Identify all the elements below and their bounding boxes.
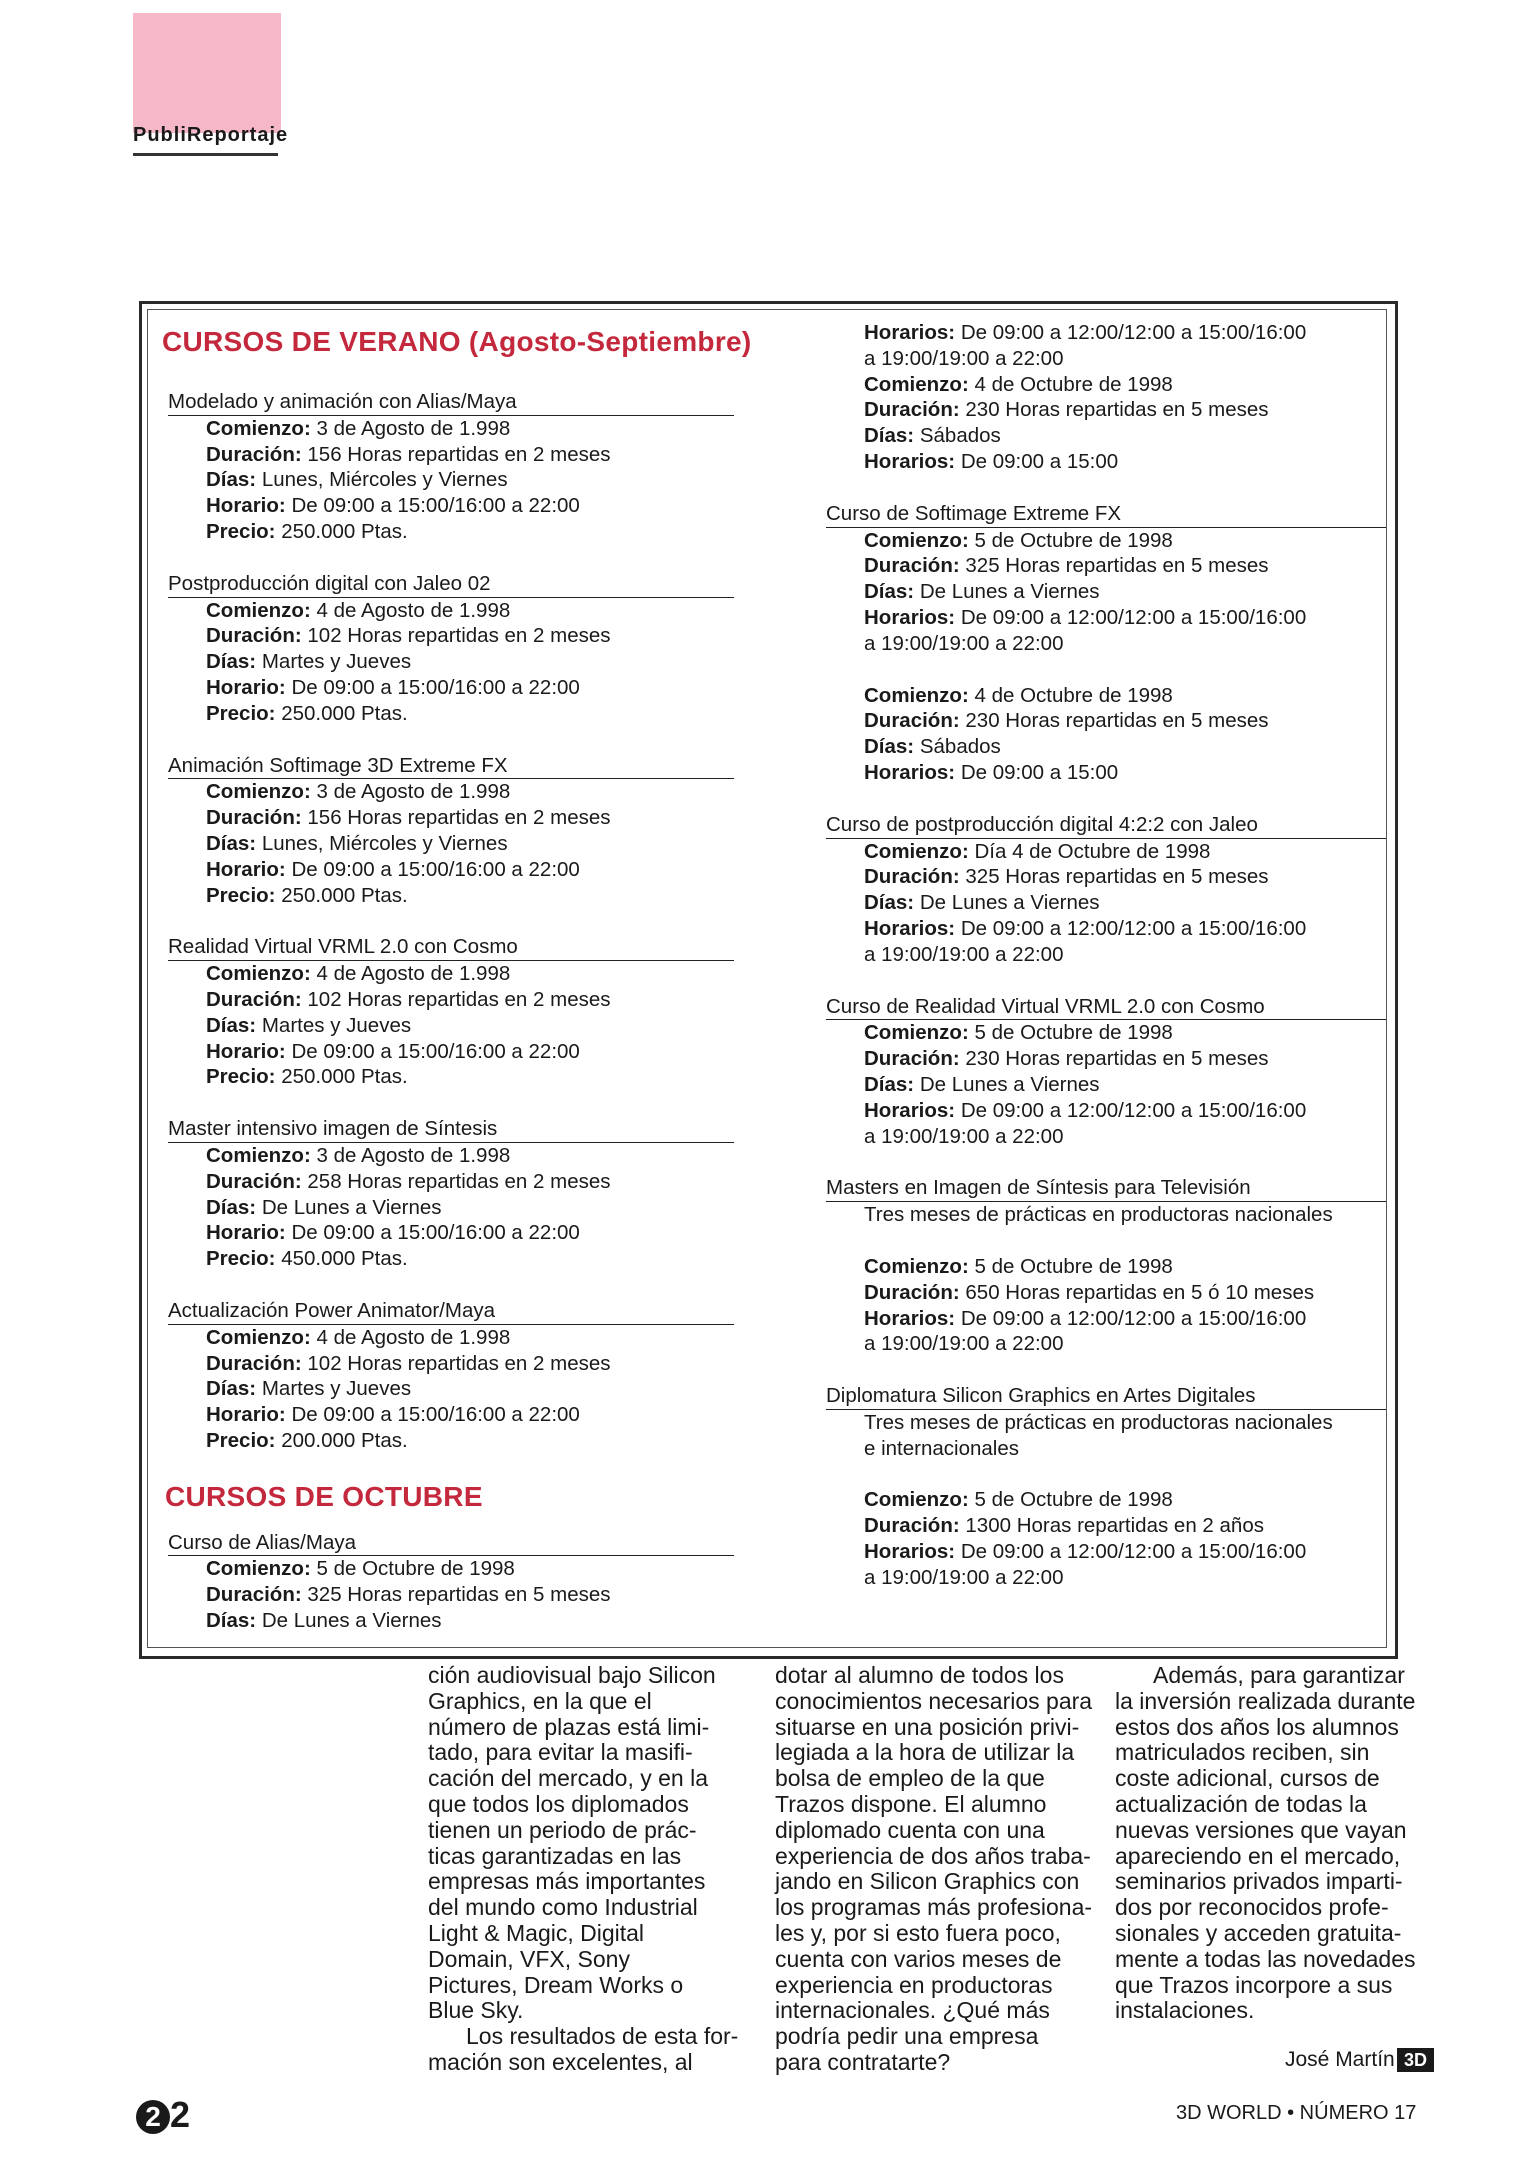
- article-line: diplomado cuenta con una: [775, 1816, 1045, 1843]
- course-comienzo: Comienzo: 4 de Agosto de 1.998: [206, 598, 511, 622]
- article-line: legiada a la hora de utilizar la: [775, 1739, 1075, 1766]
- verano-course: [168, 753, 758, 909]
- article-line: tienen un periodo de prác-: [428, 1816, 697, 1843]
- article-line: los programas más profesiona-: [775, 1894, 1093, 1921]
- page-number-rest: 2: [170, 2094, 191, 2135]
- article-column-3: [1115, 1663, 1445, 2024]
- course-title: Modelado y animación con Alias/Maya: [168, 389, 734, 416]
- verano-course: [168, 1116, 758, 1272]
- article-line: apareciendo en el mercado,: [1115, 1842, 1401, 1869]
- course-dias: Días: Lunes, Miércoles y Viernes: [206, 831, 508, 855]
- publication-footer: 3D WORLD • NÚMERO 17: [1176, 2102, 1417, 2124]
- course-duracion: Duración: 156 Horas repartidas en 2 meses: [206, 442, 611, 466]
- course-column-right: [826, 320, 1391, 1617]
- course-precio: Precio: 250.000 Ptas.: [206, 701, 408, 725]
- article-line: actualización de todas la: [1115, 1790, 1367, 1817]
- article-line: conocimientos necesarios para: [775, 1687, 1093, 1714]
- page-number: [136, 2094, 190, 2136]
- course-title: Curso de Realidad Virtual VRML 2.0 con Cosmo: [826, 994, 1386, 1021]
- section-tag: PubliReportaje: [133, 124, 289, 146]
- article-line: jando en Silicon Graphics con: [775, 1868, 1080, 1895]
- verano-course: [168, 1298, 758, 1454]
- article-line: tado, para evitar la masifi-: [428, 1739, 693, 1766]
- article-line: para contratarte?: [775, 2048, 951, 2075]
- article-line: Los resultados de esta for-: [466, 2023, 739, 2050]
- course-horario: Horario: De 09:00 a 15:00/16:00 a 22:00: [206, 1039, 580, 1063]
- course-alias-maya-continued: Horarios: De 09:00 a 12:00/12:00 a 15:00/16:00 a 19:00/19:00 a 22:00 Comienzo: 4 de Octubre de 1998 Duración: 230 Horas repartidas en 5 meses Días: Sábados Horarios: De 09:00 a 15:00: [864, 321, 1307, 473]
- article-line: Pictures, Dream Works o: [428, 1971, 684, 1998]
- article-line: que todos los diplomados: [428, 1790, 689, 1817]
- verano-course: [168, 389, 758, 545]
- course-precio: Precio: 450.000 Ptas.: [206, 1247, 408, 1271]
- article-line: instalaciones.: [1115, 1997, 1255, 2024]
- course-title: Masters en Imagen de Síntesis para Televisión: [826, 1175, 1386, 1202]
- article-line: cuenta con varios meses de: [775, 1945, 1062, 1972]
- article-line: cación del mercado, y en la: [428, 1765, 708, 1792]
- course-vrml-cosmo: Curso de Realidad Virtual VRML 2.0 con Cosmo Comienzo: 5 de Octubre de 1998 Duración: 230 Horas repartidas en 5 meses Días: De Lunes a Viernes Horarios: De 09:00 a 12:00/12:00 a 15:00/16:00 a 19:00/19:00 a 22:00: [826, 994, 1391, 1150]
- course-title: Postproducción digital con Jaleo 02: [168, 571, 734, 598]
- course-title: Curso de postproducción digital 4:2:2 con Jaleo: [826, 812, 1386, 839]
- article-line: les y, por si esto fuera poco,: [775, 1919, 1061, 1946]
- article-line: Light & Magic, Digital: [428, 1919, 645, 1946]
- article-line: estos dos años los alumnos: [1115, 1713, 1399, 1740]
- course-comienzo: Comienzo: 3 de Agosto de 1.998: [206, 416, 511, 440]
- article-line: podría pedir una empresa: [775, 2023, 1039, 2050]
- page-number-circle: 2: [136, 2100, 170, 2134]
- course-precio: Precio: 250.000 Ptas.: [206, 1065, 408, 1089]
- course-title: Master intensivo imagen de Síntesis: [168, 1116, 734, 1143]
- article-line: Graphics, en la que el: [428, 1687, 652, 1714]
- article-line: Domain, VFX, Sony: [428, 1945, 630, 1972]
- course-horario: Horario: De 09:00 a 15:00/16:00 a 22:00: [206, 857, 580, 881]
- article-line: matriculados reciben, sin: [1115, 1739, 1370, 1766]
- course-title: Curso de Softimage Extreme FX: [826, 501, 1386, 528]
- article-line: nuevas versiones que vayan: [1115, 1816, 1407, 1843]
- course-title: Animación Softimage 3D Extreme FX: [168, 753, 734, 780]
- course-horario: Horario: De 09:00 a 15:00/16:00 a 22:00: [206, 1403, 580, 1427]
- course-dias: Días: De Lunes a Viernes: [206, 1195, 442, 1219]
- article-line: Trazos dispone. El alumno: [775, 1790, 1047, 1817]
- article-line: mación son excelentes, al: [428, 2048, 693, 2075]
- course-dias: Días: Lunes, Miércoles y Viernes: [206, 468, 508, 492]
- article-line: experiencia en productoras: [775, 1971, 1053, 1998]
- course-precio: Precio: 200.000 Ptas.: [206, 1428, 408, 1452]
- article-line: la inversión realizada durante: [1115, 1687, 1416, 1714]
- course-duracion: Duración: 102 Horas repartidas en 2 meses: [206, 624, 611, 648]
- article-line: coste adicional, cursos de: [1115, 1765, 1380, 1792]
- course-title: Curso de Alias/Maya: [168, 1530, 734, 1557]
- course-alias-maya: Curso de Alias/Maya Comienzo: 5 de Octubre de 1998 Duración: 325 Horas repartidas en 5 meses Días: De Lunes a Viernes: [168, 1530, 758, 1634]
- course-duracion: Duración: 258 Horas repartidas en 2 meses: [206, 1169, 611, 1193]
- article-column-2: [775, 1663, 1105, 2076]
- course-dias: Días: Martes y Jueves: [206, 650, 412, 674]
- verano-course: [168, 934, 758, 1090]
- article-column-1: [428, 1663, 758, 2076]
- course-duracion: Duración: 102 Horas repartidas en 2 meses: [206, 987, 611, 1011]
- article-line: ción audiovisual bajo Silicon: [428, 1662, 716, 1688]
- article-line: situarse en una posición privi-: [775, 1713, 1080, 1740]
- article-line: mente a todas las novedades: [1115, 1945, 1416, 1972]
- course-duracion: Duración: 102 Horas repartidas en 2 meses: [206, 1351, 611, 1375]
- course-comienzo: Comienzo: 4 de Agosto de 1.998: [206, 1325, 511, 1349]
- course-horario: Horario: De 09:00 a 15:00/16:00 a 22:00: [206, 1221, 580, 1245]
- course-precio: Precio: 250.000 Ptas.: [206, 883, 408, 907]
- article-line: del mundo como Industrial: [428, 1894, 698, 1921]
- course-duracion: Duración: 156 Horas repartidas en 2 meses: [206, 806, 611, 830]
- course-horario: Horario: De 09:00 a 15:00/16:00 a 22:00: [206, 675, 580, 699]
- article-line: empresas más importantes: [428, 1868, 706, 1895]
- article-line: ticas garantizadas en las: [428, 1842, 682, 1869]
- course-title: Actualización Power Animator/Maya: [168, 1298, 734, 1325]
- course-comienzo: Comienzo: 3 de Agosto de 1.998: [206, 780, 511, 804]
- course-comienzo: Comienzo: 3 de Agosto de 1.998: [206, 1143, 511, 1167]
- article-line: Blue Sky.: [428, 1997, 524, 2024]
- article-line: seminarios privados imparti-: [1115, 1868, 1403, 1895]
- course-dias: Días: Martes y Jueves: [206, 1013, 412, 1037]
- article-line: Además, para garantizar: [1153, 1662, 1405, 1688]
- octubre-heading: CURSOS DE OCTUBRE: [165, 1480, 483, 1512]
- section-tag-rule: [133, 153, 278, 156]
- verano-course-list: [168, 389, 758, 1454]
- article-line: número de plazas está limi-: [428, 1713, 710, 1740]
- article-line: sionales y acceden gratuita-: [1115, 1919, 1402, 1946]
- article-line: internacionales. ¿Qué más: [775, 1997, 1050, 2024]
- course-column-left: [162, 325, 758, 1660]
- course-horario: Horario: De 09:00 a 15:00/16:00 a 22:00: [206, 494, 580, 518]
- author-name: José Martín: [1285, 2048, 1395, 2071]
- course-masters-tv: Masters en Imagen de Síntesis para Televisión Tres meses de prácticas en productoras nacionales Comienzo: 5 de Octubre de 1998 Duración: 650 Horas repartidas en 5 ó 10 meses Horarios: De 09:00 a 12:00/12:00 a 15:00/16:00 a 19:00/19:00 a 22:00: [826, 1175, 1391, 1357]
- article-line: que Trazos incorpore a sus: [1115, 1971, 1393, 1998]
- verano-heading: CURSOS DE VERANO (Agosto-Septiembre): [162, 326, 752, 357]
- decorative-pink-square: [133, 13, 281, 133]
- course-comienzo: Comienzo: 4 de Agosto de 1.998: [206, 962, 511, 986]
- course-dias: Días: Martes y Jueves: [206, 1377, 412, 1401]
- course-precio: Precio: 250.000 Ptas.: [206, 519, 408, 543]
- course-title: Diplomatura Silicon Graphics en Artes Digitales: [826, 1383, 1386, 1410]
- article-line: bolsa de empleo de la que: [775, 1765, 1045, 1792]
- course-title: Realidad Virtual VRML 2.0 con Cosmo: [168, 934, 734, 961]
- article-line: dotar al alumno de todos los: [775, 1662, 1064, 1688]
- article-line: experiencia de dos años traba-: [775, 1842, 1091, 1869]
- 3d-logo: 3D: [1397, 2048, 1434, 2072]
- course-jaleo-422: Curso de postproducción digital 4:2:2 con Jaleo Comienzo: Día 4 de Octubre de 1998 Duración: 325 Horas repartidas en 5 meses Días: De Lunes a Viernes Horarios: De 09:00 a 12:00/12:00 a 15:00/16:00 a 19:00/19:00 a 22:00: [826, 812, 1391, 968]
- course-diplomatura: Diplomatura Silicon Graphics en Artes Digitales Tres meses de prácticas en productoras nacionales e internacionales Comienzo: 5 de Octubre de 1998 Duración: 1300 Horas repartidas en 2 años Horarios: De 09:00 a 12:00/12:00 a 15:00/16:00 a 19:00/19:00 a 22:00: [826, 1383, 1391, 1591]
- article-line: dos por reconocidos profe-: [1115, 1894, 1389, 1921]
- verano-course: [168, 571, 758, 727]
- course-softimage: Curso de Softimage Extreme FX Comienzo: 5 de Octubre de 1998 Duración: 325 Horas repartidas en 5 meses Días: De Lunes a Viernes Horarios: De 09:00 a 12:00/12:00 a 15:00/16:00 a 19:00/19:00 a 22:00 Comienzo: 4 de Octubre de 1998 Duración: 230 Horas repartidas en 5 meses Días: Sábados Horarios: De 09:00 a 15:00: [826, 501, 1391, 786]
